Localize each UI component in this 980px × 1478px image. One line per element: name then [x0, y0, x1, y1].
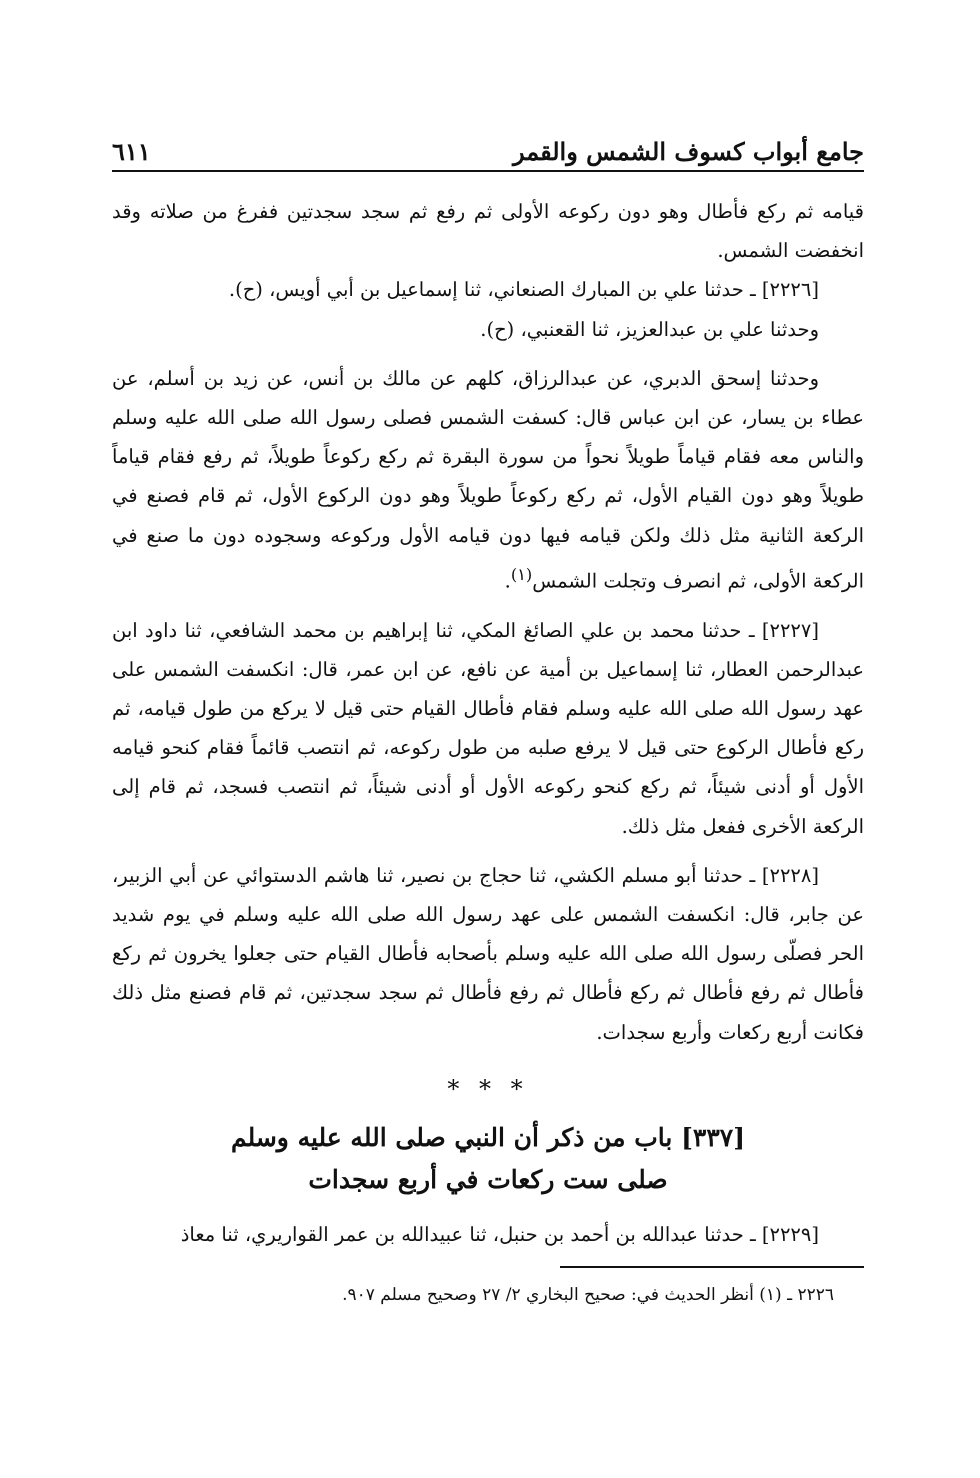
hadith-2228: [٢٢٢٨] ـ حدثنا أبو مسلم الكشي، ثنا حجاج بن نصير، ثنا هاشم الدستوائي عن أبي الزبير، عن جابر، قال: انكسفت الشمس على عهد رسول الله صلى الله عليه وسلم في يوم شديد الحر فصلّى رسول الله صلى الله عليه وسلم بأصحابه فأطال القيام حتى جعلوا يخرون ثم ركع فأطال ثم رفع فأطال ثم ركع فأطال ثم رفع فأطال ثم سجد سجدتين، ثم قام فصنع مثل ذلك فكانت أربع ركعات وأربع سجدات.: [112, 863, 864, 1044]
footnote-marker: (١): [510, 564, 533, 584]
hadith-2229: [٢٢٢٩] ـ حدثنا عبدالله بن أحمد بن حنبل، ثنا عبيدالله بن عمر القواريري، ثنا معاذ: [180, 1222, 819, 1246]
page-number: ٦١١: [112, 137, 151, 166]
hadith-2226-text: وحدثنا إسحق الدبري، عن عبدالرزاق، كلهم عن مالك بن أنس، عن زيد بن أسلم، عن عطاء بن يسار، عن ابن عباس قال: كسفت الشمس فصلى رسول الله صلى الله عليه وسلم والناس معه فقام قياماً طويلاً نحواً من سورة البقرة ثم ركع ركوعاً طويلاً، ثم رفع فقام قياماً طويلاً وهو دون القيام الأول، ثم ركع ركوعاً طويلاً وهو دون الركوع الأول، ثم قام فصنع في الركعة الثانية مثل ذلك ولكن قيامه فيها دون قيامه الأول وركوعه وسجوده دون ما صنع في الركعة الأولى، ثم انصرف وتجلت الشمس$^{(١)}$.: [112, 366, 864, 593]
paragraph-1: قيامه ثم ركع فأطال وهو دون ركوعه الأولى ثم رفع ثم سجد سجدتين ففرغ من صلاته وقد انخفضت الشمس.: [112, 200, 864, 263]
header-rule: [112, 170, 864, 172]
hadith-2226-chain-2: وحدثنا علي بن عبدالعزيز، ثنا القعنبي، (ح).: [480, 317, 819, 341]
main-text: [112, 192, 864, 1254]
footnotes: [112, 1280, 864, 1310]
section-separator: * * *: [447, 1074, 529, 1103]
hadith-2226-body: وحدثنا إسحق الدبري، عن عبدالرزاق، كلهم عن مالك بن أنس، عن زيد بن أسلم، عن عطاء بن يسار، عن ابن عباس قال: كسفت الشمس فصلى رسول الله صلى الله عليه وسلم والناس معه فقام قياماً طويلاً نحواً من سورة البقرة ثم ركع ركوعاً طويلاً، ثم رفع فقام قياماً طويلاً وهو دون القيام الأول، ثم ركع ركوعاً طويلاً وهو دون الركوع الأول، ثم قام فصنع في الركعة الثانية مثل ذلك ولكن قيامه فيها دون قيامه الأول وركوعه وسجوده دون ما صنع في الركعة الأولى، ثم انصرف وتجلت الشمس: [112, 366, 864, 593]
chapter-heading-line-2: صلى ست ركعات في أربع سجدات: [308, 1164, 668, 1194]
hadith-2227: [٢٢٢٧] ـ حدثنا محمد بن علي الصائغ المكي، ثنا إبراهيم بن محمد الشافعي، ثنا داود ابن عبدالرحمن العطار، ثنا إسماعيل بن أمية عن نافع، عن ابن عمر، قال: انكسفت الشمس على عهد رسول الله صلى الله عليه وسلم فقام فأطال القيام حتى قيل لا يركع من طول قيامه، ثم ركع فأطال الركوع حتى قيل لا يرفع صلبه من طول ركوعه، ثم انتصب قائماً فقام كنحو قيامه الأول أو أدنى شيئاً، ثم ركع كنحو ركوعه الأول أو أدنى شيئاً، ثم انتصب فسجد، ثم قام إلى الركعة الأخرى ففعل مثل ذلك.: [112, 618, 864, 838]
hadith-2226-chain-1: [٢٢٢٦] ـ حدثنا علي بن المبارك الصنعاني، ثنا إسماعيل بن أبي أويس، (ح).: [228, 278, 819, 302]
running-header: [112, 126, 864, 166]
footnote-1: ٢٢٢٦ ـ (١) أنظر الحديث في: صحيح البخاري ٢/ ٢٧ وصحيح مسلم ٩٠٧.: [342, 1285, 834, 1305]
chapter-heading-line-1: [٣٣٧] باب من ذكر أن النبي صلى الله عليه وسلم: [230, 1122, 746, 1152]
chapter-title: جامع أبواب كسوف الشمس والقمر: [512, 137, 864, 166]
footnote-rule: [560, 1266, 864, 1268]
chapter-heading: [112, 1117, 864, 1201]
